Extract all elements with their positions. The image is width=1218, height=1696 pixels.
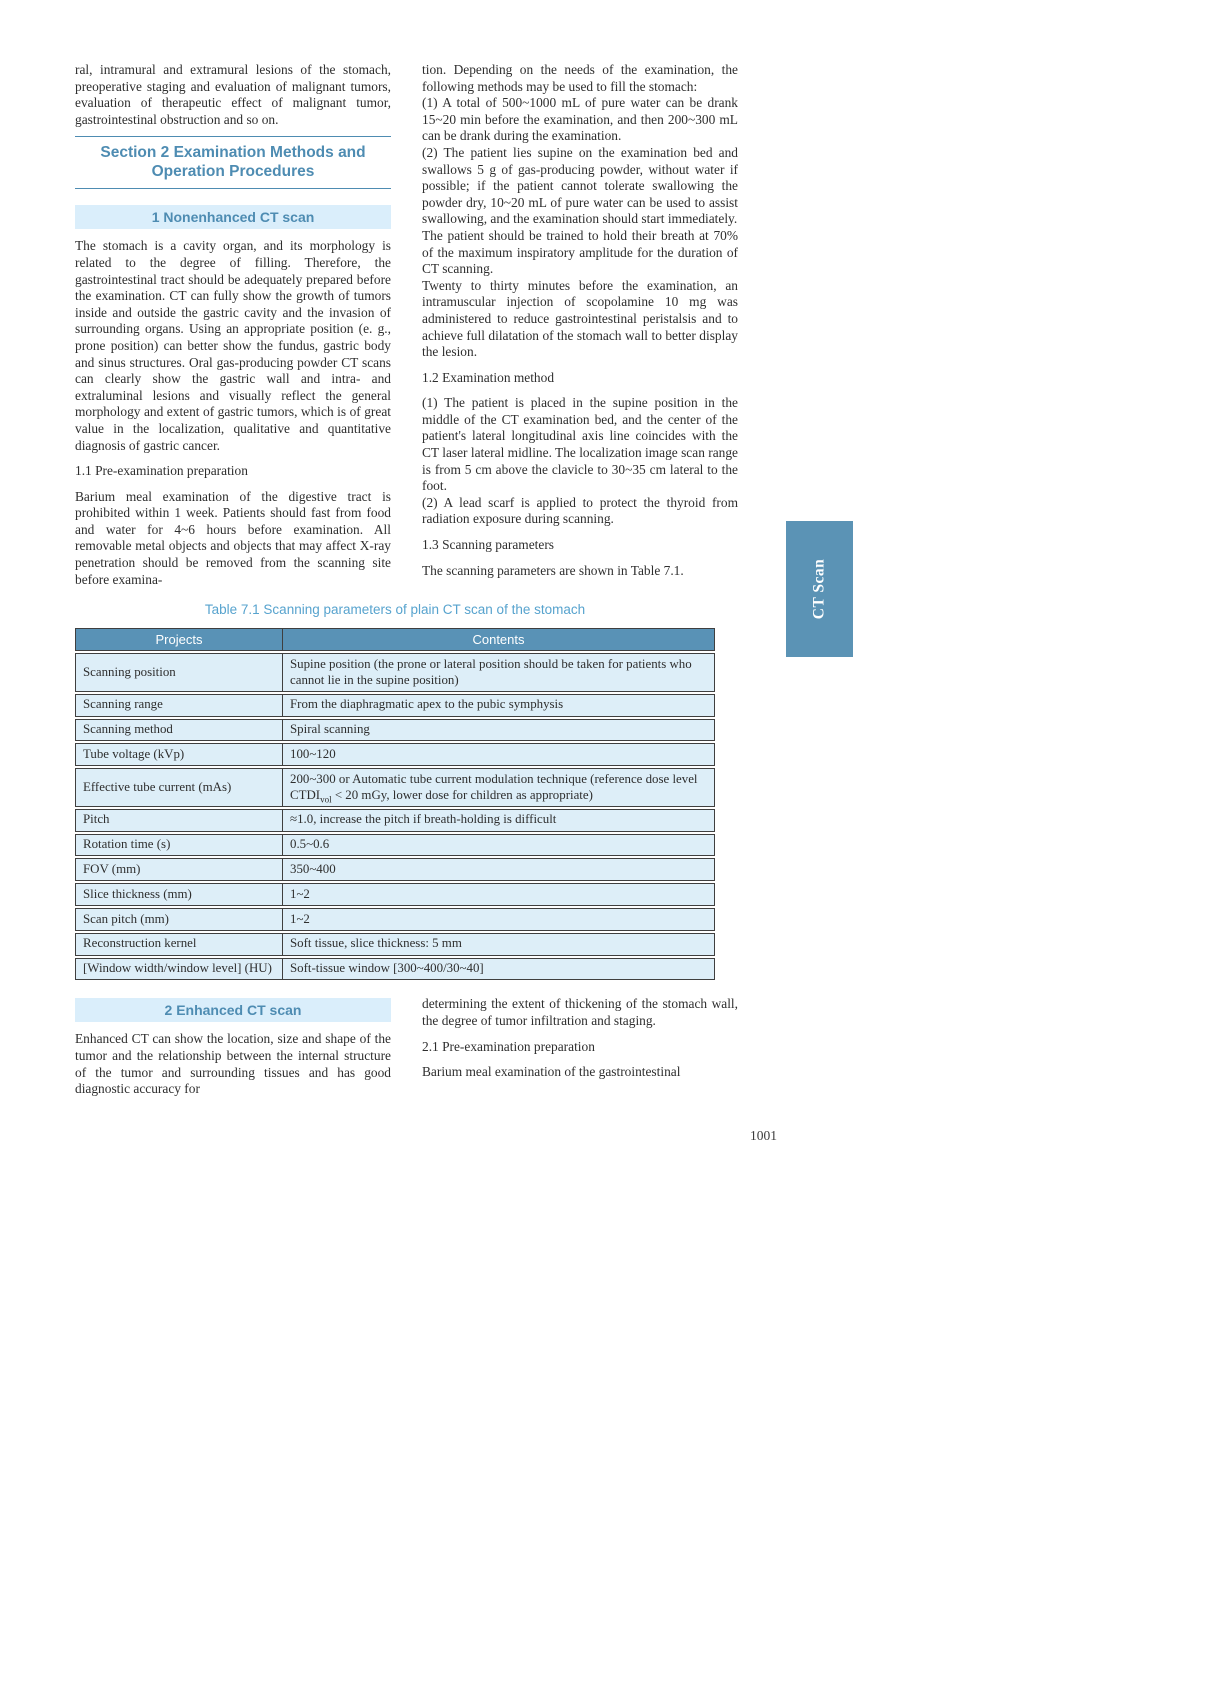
table-body <box>75 653 715 980</box>
project-cell: Scanning position <box>75 653 283 692</box>
bottom-right-column <box>422 996 738 1097</box>
content-cell: 0.5~0.6 <box>283 834 715 857</box>
table-head <box>75 628 715 651</box>
paragraph-enhanced-continuation: determining the extent of thickening of the stomach wall, the degree of tumor infiltration and staging. <box>422 996 738 1028</box>
paragraph-intro: ral, intramural and extramural lesions of the stomach, preoperative staging and evaluation of malignant tumors, evaluation of therapeutic effect of malignant tumor, gastrointestinal obstruction and so on. <box>75 62 391 127</box>
bottom-left-column <box>75 996 391 1097</box>
paragraph-item-1: (1) A total of 500~1000 mL of pure water can be drank 15~20 min before the examination, and then 200~300 mL can be drank during the examination. <box>422 95 738 144</box>
paragraph-1-3: The scanning parameters are shown in Table 7.1. <box>422 562 684 578</box>
page-content <box>75 62 738 1098</box>
paragraph-continuation: tion. Depending on the needs of the examination, the following methods may be used to fill the stomach: <box>422 62 738 94</box>
table-row <box>75 809 715 832</box>
table-row <box>75 858 715 881</box>
table-row <box>75 653 715 692</box>
project-cell: Scanning method <box>75 719 283 742</box>
table-header-contents: Contents <box>283 628 715 651</box>
heading-1-2: 1.2 Examination method <box>422 369 555 385</box>
table-row <box>75 933 715 956</box>
content-cell: 350~400 <box>283 858 715 881</box>
content-cell: 100~120 <box>283 743 715 766</box>
heading-1-3: 1.3 Scanning parameters <box>422 537 555 553</box>
project-cell: [Window width/window level] (HU) <box>75 958 283 981</box>
project-cell: Scan pitch (mm) <box>75 908 283 931</box>
table-header-projects: Projects <box>75 628 283 651</box>
project-cell: Reconstruction kernel <box>75 933 283 956</box>
table-row <box>75 694 715 717</box>
left-column <box>75 62 391 588</box>
project-cell: Pitch <box>75 809 283 832</box>
ct-scan-tab <box>786 521 853 657</box>
section-header: Section 2 Examination Methods and Operation Procedures <box>75 136 391 189</box>
content-cell: 1~2 <box>283 883 715 906</box>
content-cell: Supine position (the prone or lateral position should be taken for patients who cannot lie in the supine position) <box>283 653 715 692</box>
content-cell: Soft-tissue window [300~400/30~40] <box>283 958 715 981</box>
table-row <box>75 883 715 906</box>
table-header-row <box>75 628 715 651</box>
project-cell: Rotation time (s) <box>75 834 283 857</box>
project-cell: Scanning range <box>75 694 283 717</box>
paragraph-scopolamine: Twenty to thirty minutes before the examination, an intramuscular injection of scopolamine 10 mg was administered to reduce gastrointestinal peristalsis and to achieve full dilatation of the stomach wall to better display the lesion. <box>422 277 738 360</box>
table-caption: Table 7.1 Scanning parameters of plain CT scan of the stomach <box>204 602 586 618</box>
project-cell: Tube voltage (kVp) <box>75 743 283 766</box>
content-cell: 200~300 or Automatic tube current modulation technique (reference dose level $CTDI_{vol} < 20$ mGy, lower dose for children as appropriate) <box>283 768 715 807</box>
project-cell: Slice thickness (mm) <box>75 883 283 906</box>
heading-1-1: 1.1 Pre-examination preparation <box>75 463 248 479</box>
heading-2-1: 2.1 Pre-examination preparation <box>422 1038 595 1054</box>
content-cell: From the diaphragmatic apex to the pubic symphysis <box>283 694 715 717</box>
right-column <box>422 62 738 588</box>
table-row <box>75 908 715 931</box>
paragraph-1-2-item-1: (1) The patient is placed in the supine position in the middle of the CT examination bed, and the center of the patient's lateral longitudinal axis line coincides with the CT laser lateral midline. The localization image scan range is from 5 cm above the clavicle to 30~35 cm lateral to the foot. <box>422 395 738 494</box>
paragraph-enhanced: Enhanced CT can show the location, size and shape of the tumor and the relationship between the internal structure of the tumor and surrounding tissues and has good diagnostic accuracy for <box>75 1031 391 1097</box>
paragraph-1-1: Barium meal examination of the digestive tract is prohibited within 1 week. Patients should fast from food and water for 4~6 hours before examination. All removable metal objects and objects that may affect X-ray penetration should be removed from the scanning site before examina- <box>75 488 391 587</box>
subsection-header-nonenhanced: 1 Nonenhanced CT scan <box>75 205 391 229</box>
paragraph-breath-hold: The patient should be trained to hold their breath at 70% of the maximum inspiratory amplitude for the duration of CT scanning. <box>422 227 738 277</box>
project-cell: Effective tube current (mAs) <box>75 768 283 807</box>
content-cell: ≈1.0, increase the pitch if breath-holding is difficult <box>283 809 715 832</box>
scanning-parameters-table <box>75 626 715 982</box>
table-row <box>75 834 715 857</box>
content-cell: Soft tissue, slice thickness: 5 mm <box>283 933 715 956</box>
paragraph-item-2: (2) The patient lies supine on the examination bed and swallows 5 g of gas-producing powder, without water if possible; if the patient cannot tolerate swallowing the powder dry, 10~20 mL of pure water can be used to assist swallowing, and the examination should start immediately. <box>422 144 738 227</box>
table-row <box>75 743 715 766</box>
table-row <box>75 768 715 807</box>
content-cell: Spiral scanning <box>283 719 715 742</box>
project-cell: FOV (mm) <box>75 858 283 881</box>
top-columns <box>75 62 738 588</box>
content-cell: 1~2 <box>283 908 715 931</box>
table-block <box>75 602 715 982</box>
table-row <box>75 958 715 981</box>
paragraph-nonenhanced: The stomach is a cavity organ, and its morphology is related to the degree of filling. Therefore, the gastrointestinal tract should be adequately prepared before the examination. CT can fully show the growth of tumors inside and outside the gastric cavity and the invasion of surrounding organs. Using an appropriate position (e. g., prone position) can better show the fundus, gastric body and sinus structures. Oral gas-producing powder CT scans can clearly show the gastric wall and intra- and extraluminal lesions and visually reflect the general morphology and extent of gastric tumors, which is of great value in the localization, qualitative and quantitative diagnosis of gastric cancer. <box>75 238 391 453</box>
paragraph-2-1: Barium meal examination of the gastrointestinal <box>422 1064 681 1080</box>
ct-scan-tab-label: CT Scan <box>810 558 828 620</box>
paragraph-1-2-item-2: (2) A lead scarf is applied to protect the thyroid from radiation exposure during scanning. <box>422 494 738 527</box>
table-row <box>75 719 715 742</box>
bottom-columns <box>75 996 738 1097</box>
page-number: 1001 <box>750 1128 777 1143</box>
subsection-header-enhanced: 2 Enhanced CT scan <box>75 998 391 1022</box>
